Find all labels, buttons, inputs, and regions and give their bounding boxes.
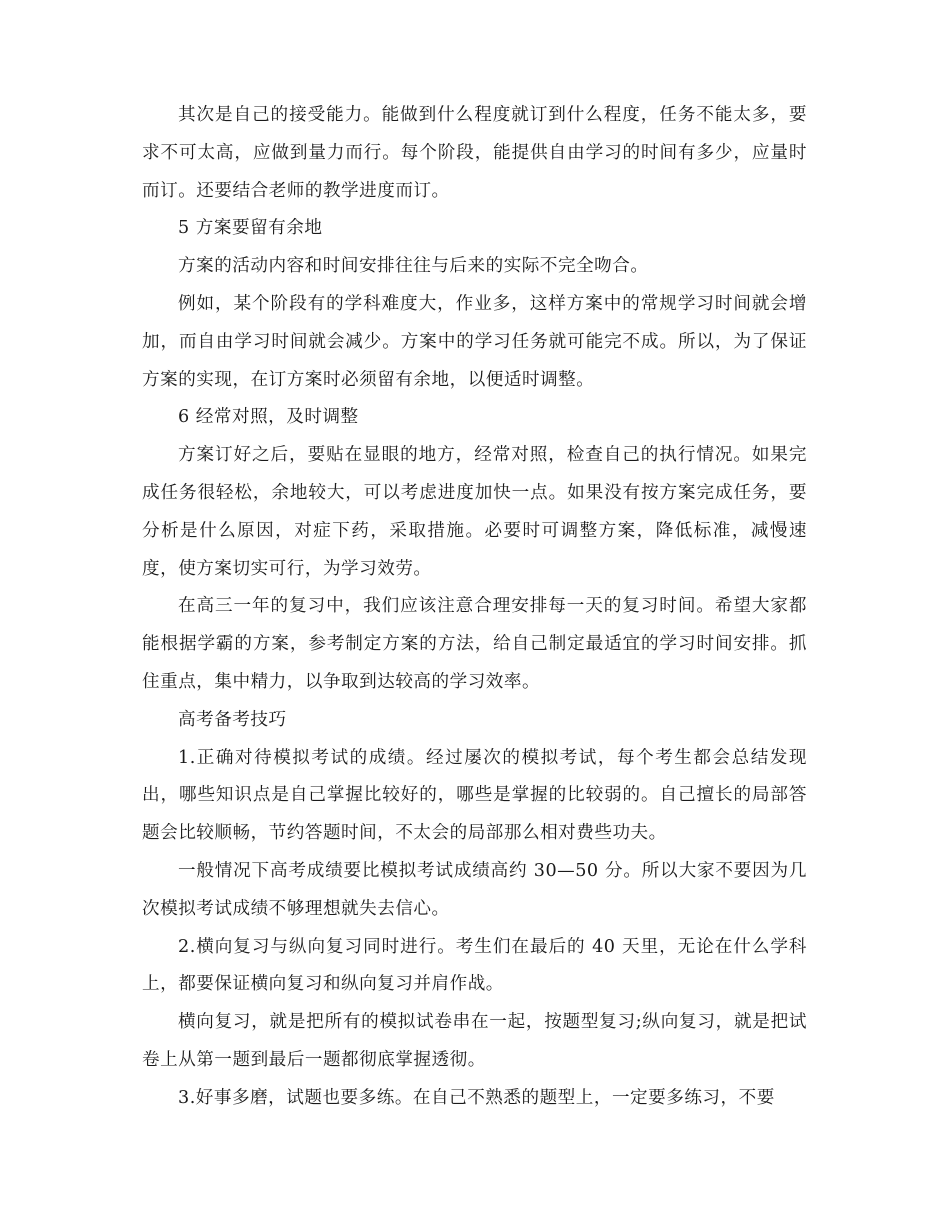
document-page [142, 97, 807, 1118]
paragraph-check-progress: 方案订好之后，要贴在显眼的地方，经常对照，检查自己的执行情况。如果完成任务很轻松，余地较大，可以考虑进度加快一点。如果没有按方案完成任务，要分析是什么原因，对症下药，采取措施。必要时可调整方案，降低标准，减慢速度，使方案切实可行，为学习效劳。 [142, 445, 807, 579]
paragraph-review-methods: 横向复习，就是把所有的模拟试卷串在一起，按题型复习;纵向复习，就是把试卷上从第一题到最后一题都彻底掌握透彻。 [142, 1012, 807, 1070]
paragraph-example: 例如，某个阶段有的学科难度大，作业多，这样方案中的常规学习时间就会增加，而自由学习时间就会减少。方案中的学习任务就可能完不成。所以，为了保证方案的实现，在订方案时必须留有余地，以便适时调整。 [142, 293, 807, 390]
section-heading-6: 6 经常对照，及时调整 [178, 407, 359, 428]
paragraph-score-note: 一般情况下高考成绩要比模拟考试成绩高约 30—50 分。所以大家不要因为几次模拟考试成绩不够理想就失去信心。 [142, 860, 807, 919]
paragraph-tip-1: 1.正确对待模拟考试的成绩。经过屡次的模拟考试，每个考生都会总结发现出，哪些知识点是自己掌握比较好的，哪些是掌握的比较弱的。自己擅长的局部答题会比较顺畅，节约答题时间，不太会的局部那么相对费些功夫。 [142, 747, 807, 844]
paragraph-acceptance-ability: 其次是自己的接受能力。能做到什么程度就订到什么程度，任务不能太多，要求不可太高，应做到量力而行。每个阶段，能提供自由学习的时间有多少，应量时而订。还要结合老师的教学进度而订。 [142, 105, 807, 201]
paragraph-tip-3: 3.好事多磨，试题也要多练。在自己不熟悉的题型上，一定要多练习，不要 [178, 1087, 775, 1108]
paragraph-plan-mismatch: 方案的活动内容和时间安排往往与后来的实际不完全吻合。 [178, 256, 649, 277]
paragraph-tip-2: 2.横向复习与纵向复习同时进行。考生们在最后的 40 天里，无论在什么学科上，都要保证横向复习和纵向复习并肩作战。 [142, 936, 807, 995]
section-heading-5: 5 方案要留有余地 [178, 218, 323, 239]
paragraph-senior-year-review: 在高三一年的复习中，我们应该注意合理安排每一天的复习时间。希望大家都能根据学霸的方案，参考制定方案的方法，给自己制定最适宜的学习时间安排。抓住重点，集中精力，以争取到达较高的学习效率。 [142, 596, 807, 692]
section-heading-exam-tips: 高考备考技巧 [178, 709, 287, 730]
